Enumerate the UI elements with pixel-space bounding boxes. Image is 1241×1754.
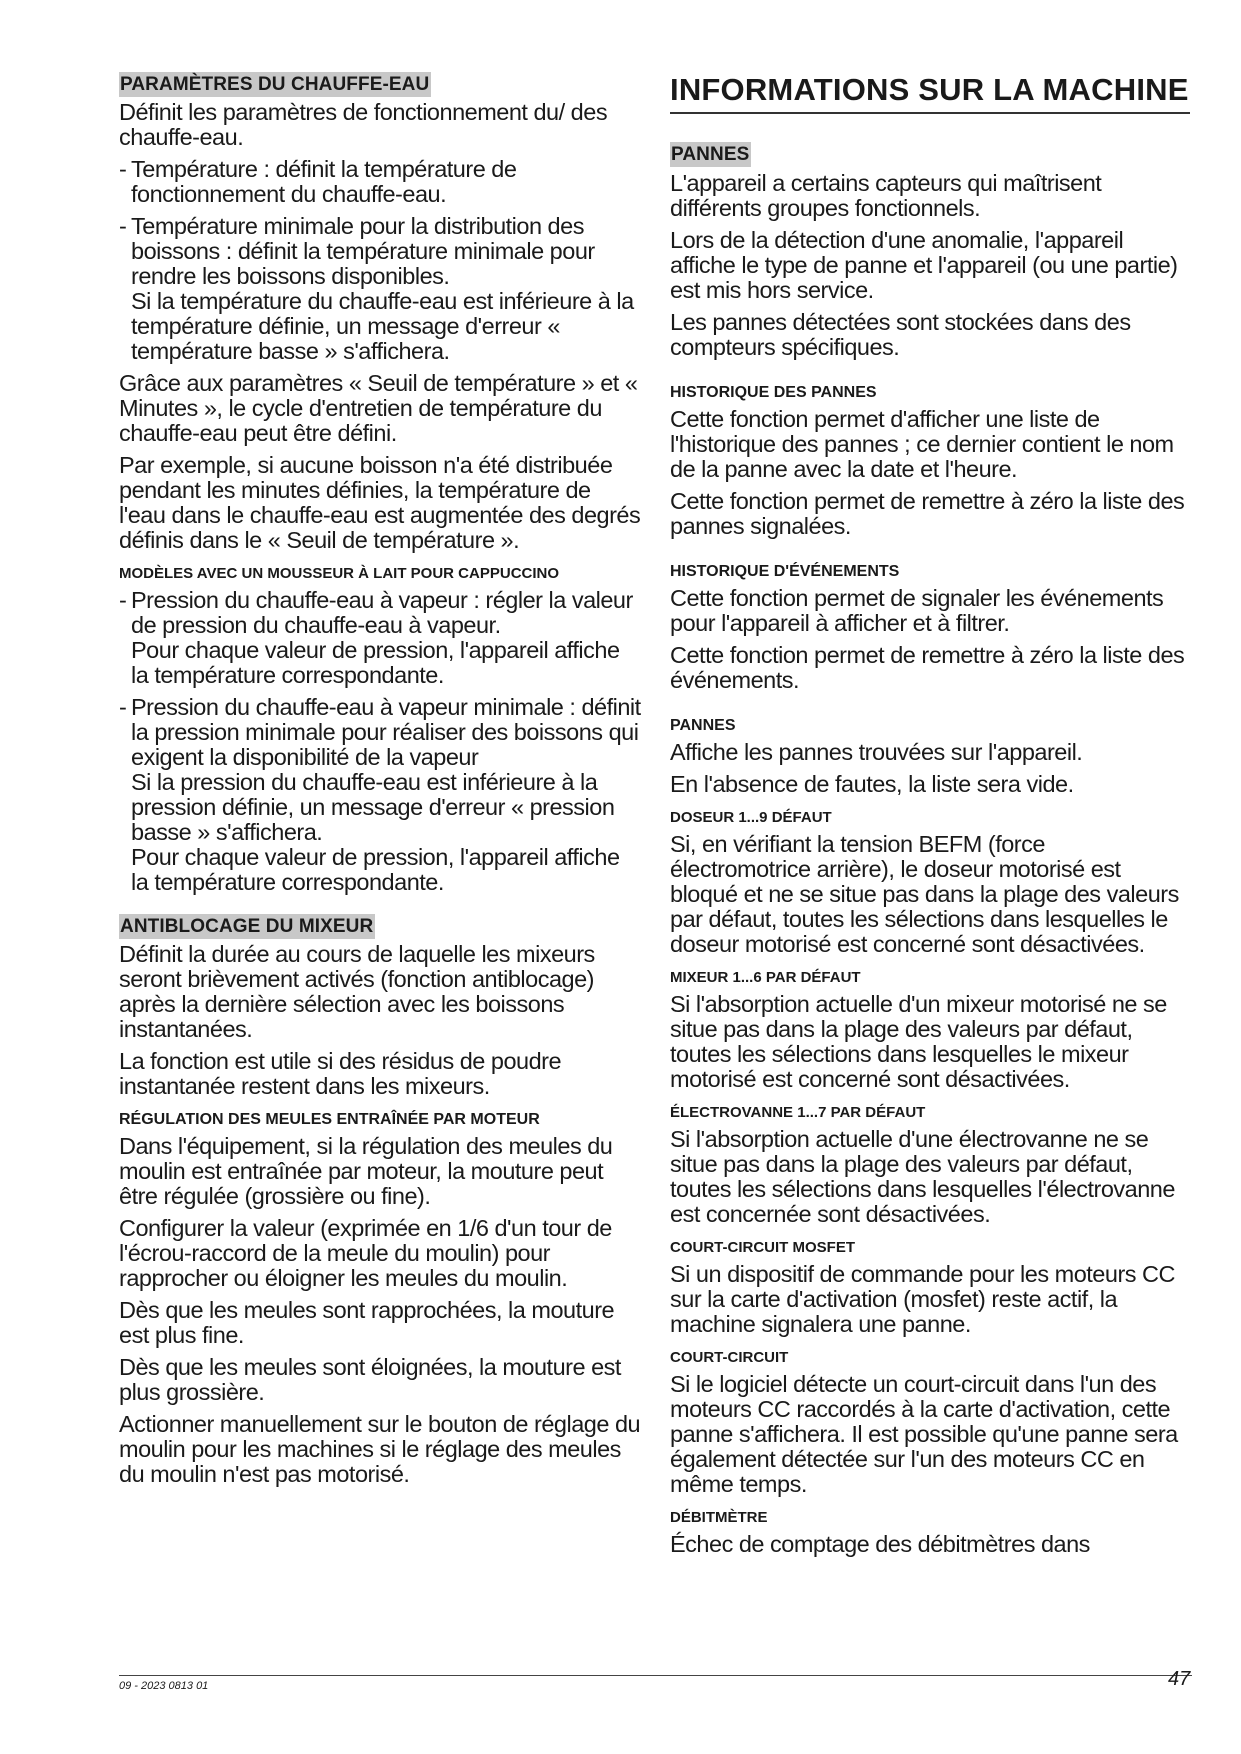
paragraph: Définit la durée au cours de laquelle les mixeurs seront brièvement activés (fonction antiblocage) après la dernière sélection avec les boissons instantanées. <box>119 941 595 1042</box>
footer-divider <box>119 1675 1192 1676</box>
subheading-historique-evenements: HISTORIQUE D'ÉVÉNEMENTS <box>670 563 900 580</box>
paragraph: Dès que les meules sont éloignées, la mouture est plus grossière. <box>119 1354 621 1405</box>
paragraph: L'appareil a certains capteurs qui maîtrisent différents groupes fonctionnels. <box>670 170 1102 221</box>
paragraph: Si le logiciel détecte un court-circuit dans l'un des moteurs CC raccordés à la carte d'activation, cette panne s'affichera. Il est possible qu'une panne sera également détectée sur l'un des moteurs CC en même temps. <box>670 1371 1178 1497</box>
list-item: - Pression du chauffe-eau à vapeur : régler la valeur de pression du chauffe-eau à vapeur. Pour chaque valeur de pression, l'appareil affiche la température correspondante. <box>119 588 642 688</box>
paragraph: Les pannes détectées sont stockées dans des compteurs spécifiques. <box>670 309 1131 360</box>
paragraph: La fonction est utile si des résidus de poudre instantanée restent dans les mixeurs. <box>119 1048 562 1099</box>
section-heading-pannes: PANNES <box>671 144 750 165</box>
list-item-text: Pression du chauffe-eau à vapeur : régler la valeur de pression du chauffe-eau à vapeur. Pour chaque valeur de pression, l'appareil affiche la température correspondante. <box>131 587 633 688</box>
subheading-debitmetre: DÉBITMÈTRE <box>670 1509 768 1526</box>
paragraph: Si l'absorption actuelle d'un mixeur motorisé ne se situe pas dans la plage des valeurs par défaut, toutes les sélections dans lesquelles le mixeur motorisé est concerné sont désactivées. <box>670 991 1167 1092</box>
subheading-mixeur: MIXEUR 1...6 PAR DÉFAUT <box>670 969 861 986</box>
paragraph: Dans l'équipement, si la régulation des meules du moulin est entraînée par moteur, la mouture peut être régulée (grossière ou fine). <box>119 1133 613 1209</box>
paragraph: Affiche les pannes trouvées sur l'appareil. <box>670 739 1083 765</box>
subheading-electrovanne: ÉLECTROVANNE 1...7 PAR DÉFAUT <box>670 1104 926 1121</box>
subheading-court-circuit-mosfet: COURT-CIRCUIT MOSFET <box>670 1239 855 1256</box>
list-item: - Température minimale pour la distribution des boissons : définit la température minimale pour rendre les boissons disponibles. Si la température du chauffe-eau est inférieure à la température définie, un message d'erreur « température basse » s'affichera. <box>119 214 642 364</box>
paragraph: Cette fonction permet de signaler les événements pour l'appareil à afficher et à filtrer. <box>670 585 1164 636</box>
paragraph: Cette fonction permet d'afficher une liste de l'historique des pannes ; ce dernier contient le nom de la panne avec la date et l'heure. <box>670 406 1174 482</box>
left-column <box>119 72 642 1494</box>
subheading-historique-pannes: HISTORIQUE DES PANNES <box>670 384 877 401</box>
page-number: 47 <box>1168 1668 1191 1690</box>
subheading-pannes: PANNES <box>670 717 736 734</box>
section-heading-chauffe-eau: PARAMÈTRES DU CHAUFFE-EAU <box>120 74 430 95</box>
list-item: - Pression du chauffe-eau à vapeur minimale : définit la pression minimale pour réaliser des boissons qui exigent la disponibilité de la vapeur Si la pression du chauffe-eau est inférieure à la pression définie, un message d'erreur « pression basse » s'affichera. Pour chaque valeur de pression, l'appareil affiche la température correspondante. <box>119 694 641 895</box>
right-column <box>670 72 1190 1564</box>
list-item-text: Pression du chauffe-eau à vapeur minimale : définit la pression minimale pour réaliser des boissons qui exigent la disponibilité de la vapeur Si la pression du chauffe-eau est inférieure à la pression définie, un message d'erreur « pression basse » s'affichera. Pour chaque valeur de pression, l'appareil affiche la température correspondante. <box>131 694 641 895</box>
paragraph: Lors de la détection d'une anomalie, l'appareil affiche le type de panne et l'appareil (ou une partie) est mis hors service. <box>670 227 1178 303</box>
paragraph: Cette fonction permet de remettre à zéro la liste des pannes signalées. <box>670 488 1185 539</box>
subheading-doseur: DOSEUR 1...9 DÉFAUT <box>670 809 832 826</box>
subheading-cappuccino: MODÈLES AVEC UN MOUSSEUR À LAIT POUR CAPPUCCINO <box>119 565 560 582</box>
paragraph: Échec de comptage des débitmètres dans <box>670 1531 1090 1557</box>
list-item-text: Température : définit la température de fonctionnement du chauffe-eau. <box>131 156 517 207</box>
subheading-court-circuit: COURT-CIRCUIT <box>670 1349 789 1366</box>
subheading-regulation-meules: RÉGULATION DES MEULES ENTRAÎNÉE PAR MOTEUR <box>119 1111 540 1128</box>
paragraph: Si un dispositif de commande pour les moteurs CC sur la carte d'activation (mosfet) reste actif, la machine signalera une panne. <box>670 1261 1175 1337</box>
section-heading-antiblocage: ANTIBLOCAGE DU MIXEUR <box>120 916 374 937</box>
paragraph: Actionner manuellement sur le bouton de réglage du moulin pour les machines si le réglage des meules du moulin n'est pas motorisé. <box>119 1411 641 1487</box>
paragraph: Configurer la valeur (exprimée en 1/6 d'un tour de l'écrou-raccord de la meule du moulin) pour rapprocher ou éloigner les meules du moulin. <box>119 1215 612 1291</box>
paragraph: Définit les paramètres de fonctionnement du/ des chauffe-eau. <box>119 99 608 150</box>
paragraph: Grâce aux paramètres « Seuil de température » et « Minutes », le cycle d'entretien de température du chauffe-eau peut être défini. <box>119 370 638 446</box>
paragraph: En l'absence de fautes, la liste sera vide. <box>670 771 1074 797</box>
paragraph: Par exemple, si aucune boisson n'a été distribuée pendant les minutes définies, la température de l'eau dans le chauffe-eau est augmentée des degrés définis dans le « Seuil de température ». <box>119 452 641 553</box>
document-code: 09 - 2023 0813 01 <box>119 1680 209 1692</box>
paragraph: Cette fonction permet de remettre à zéro la liste des événements. <box>670 642 1185 693</box>
list-item: - Température : définit la température de fonctionnement du chauffe-eau. <box>119 157 642 207</box>
paragraph: Si, en vérifiant la tension BEFM (force électromotrice arrière), le doseur motorisé est bloqué et ne se situe pas dans la plage des valeurs par défaut, toutes les sélections dans lesquelles le doseur motorisé est concerné sont désactivées. <box>670 831 1179 957</box>
page-title: INFORMATIONS SUR LA MACHINE <box>670 72 1190 114</box>
paragraph: Dès que les meules sont rapprochées, la mouture est plus fine. <box>119 1297 615 1348</box>
list-item-text: Température minimale pour la distribution des boissons : définit la température minimale pour rendre les boissons disponibles. Si la température du chauffe-eau est inférieure à la température définie, un message d'erreur « température basse » s'affichera. <box>131 213 634 364</box>
paragraph: Si l'absorption actuelle d'une électrovanne ne se situe pas dans la plage des valeurs par défaut, toutes les sélections dans lesquelles l'électrovanne est concernée sont désactivées. <box>670 1126 1175 1227</box>
